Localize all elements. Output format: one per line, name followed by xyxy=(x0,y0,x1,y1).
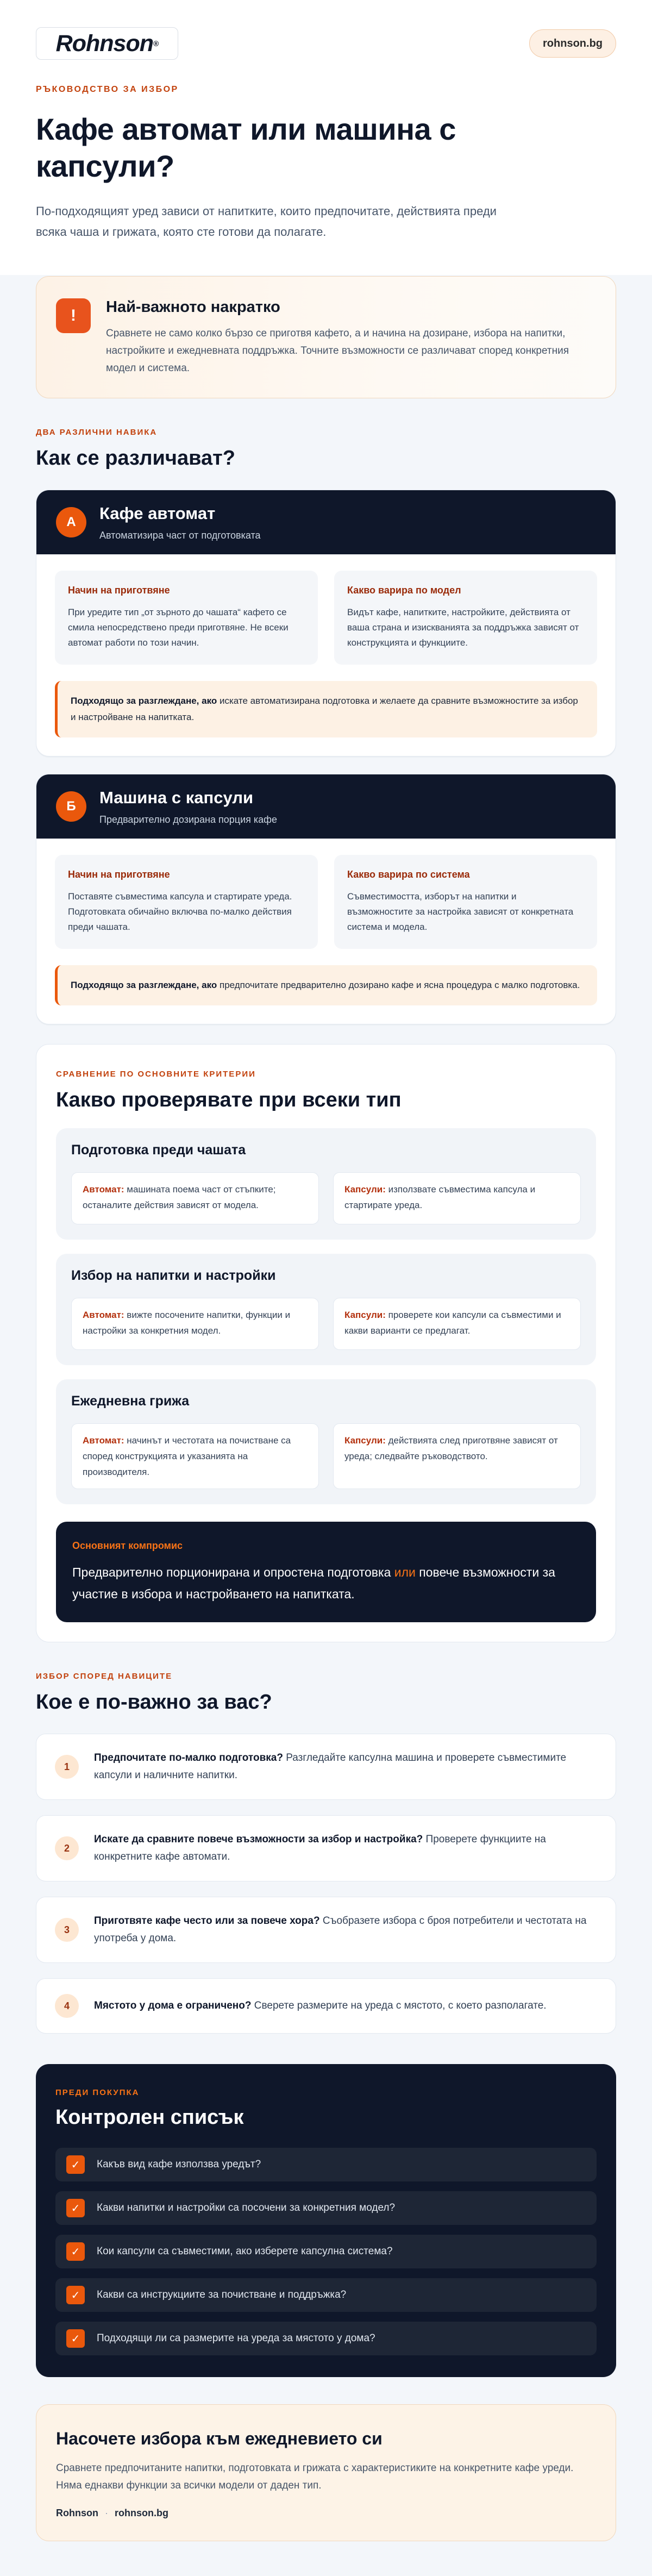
hero-eyebrow: РЪКОВОДСТВО ЗА ИЗБОР xyxy=(36,85,179,94)
choice-number: 4 xyxy=(55,1994,79,2018)
choice-item xyxy=(36,1978,616,2034)
criteria-group-title: Избор на напитки и настройки xyxy=(71,1268,276,1283)
footer-brand-name[interactable]: Rohnson xyxy=(56,2508,98,2518)
tradeoff-box xyxy=(56,1522,596,1622)
checkbox-checked-icon[interactable]: ✓ xyxy=(66,2199,85,2217)
choice-text xyxy=(94,1749,597,1784)
checklist-card xyxy=(36,2064,616,2377)
criteria-automat-box xyxy=(71,1298,319,1350)
checklist-item[interactable] xyxy=(55,2278,597,2312)
automat-label: Автомат: xyxy=(83,1435,124,1446)
footer-card xyxy=(36,2404,616,2541)
choice-number: 2 xyxy=(55,1836,79,1860)
main-content xyxy=(0,275,652,2576)
capsule-label: Капсули: xyxy=(344,1184,386,1195)
footer-title: Насочете избора към ежедневието си xyxy=(56,2429,383,2448)
page-title: Кафе автомат или машина с капсули? xyxy=(36,112,456,183)
capsule-text: проверете кои капсули са съвместими и какви варианти се предлагат. xyxy=(344,1310,561,1336)
differences-eyebrow: ДВА РАЗЛИЧНИ НАВИКА xyxy=(36,428,158,437)
choice-question: Предпочитате по-малко подготовка? xyxy=(94,1752,283,1764)
choice-item xyxy=(36,1734,616,1800)
preparation-title: Начин на приготвяне xyxy=(68,585,170,596)
criteria-card xyxy=(36,1044,616,1642)
automat-label: Автомат: xyxy=(83,1184,124,1195)
choice-question: Приготвяте кафе често или за повече хора? xyxy=(94,1915,320,1927)
variation-title: Какво варира по система xyxy=(347,869,470,880)
choice-number: 1 xyxy=(55,1755,79,1779)
preparation-text: Поставяте съвместима капсула и стартирате уреда. Подготовката обичайно включва по-малко действия преди чашата. xyxy=(68,891,292,932)
variation-box xyxy=(334,571,597,665)
fit-note-lead: Подходящо за разглеждане, ако xyxy=(71,980,217,990)
checkbox-checked-icon[interactable]: ✓ xyxy=(66,2329,85,2348)
capsule-label: Капсули: xyxy=(344,1435,386,1446)
summary-text: Сравнете не само колко бързо се приготвя кафето, а и начина на дозиране, избора на напитки, настройките и ежедневната поддръжка. Точните възможности се различават според конкретния модел и система. xyxy=(106,328,569,374)
summary-card xyxy=(36,276,616,398)
choices-eyebrow: ИЗБОР СПОРЕД НАВИЦИТЕ xyxy=(36,1672,173,1681)
choice-question: Искате да сравните повече възможности за избор и настройка? xyxy=(94,1834,423,1845)
tradeoff-text xyxy=(72,1561,580,1605)
choice-text xyxy=(94,1997,547,2015)
hero xyxy=(0,0,652,275)
checkbox-checked-icon[interactable]: ✓ xyxy=(66,2286,85,2304)
criteria-capsule-box xyxy=(333,1298,581,1350)
hero-lead: По-подходящият уред зависи от напитките, които предпочитате, действията преди всяка чаша и грижата, която сте готови да полагате. xyxy=(36,204,497,239)
criteria-automat-box xyxy=(71,1172,319,1224)
choice-number: 3 xyxy=(55,1918,79,1942)
type-card-header xyxy=(36,774,616,839)
checkbox-checked-icon[interactable]: ✓ xyxy=(66,2155,85,2174)
choice-answer: Сверете размерите на уреда с мястото, с което разполагате. xyxy=(251,2000,547,2011)
topbar xyxy=(36,27,616,60)
checklist-item[interactable] xyxy=(55,2191,597,2225)
criteria-capsule-box xyxy=(333,1423,581,1489)
fit-note-lead: Подходящо за разглеждане, ако xyxy=(71,696,217,706)
choice-question: Мястото у дома е ограничено? xyxy=(94,2000,252,2011)
type-card-header xyxy=(36,490,616,554)
fit-note-text: искате автоматизирана подготовка и желаете да сравните възможностите за избор и настройване на напитката. xyxy=(71,696,578,722)
tradeoff-after: повече възможности за участие в избора и настройването на напитката. xyxy=(72,1565,555,1601)
differences-header xyxy=(36,428,616,470)
footer-separator: · xyxy=(105,2508,108,2518)
choice-answer: Разгледайте капсулна машина и проверете съвместимите капсули и наличните напитки. xyxy=(94,1752,567,1781)
fit-note xyxy=(55,965,597,1005)
type-title: Машина с капсули xyxy=(99,787,254,807)
choice-text xyxy=(94,1912,597,1947)
checklist-item-label: Какъв вид кафе използва уредът? xyxy=(97,2159,261,2170)
preparation-box xyxy=(55,855,318,949)
capsule-text: използвате съвместима капсула и стартирате уреда. xyxy=(344,1184,536,1210)
criteria-eyebrow: СРАВНЕНИЕ ПО ОСНОВНИТЕ КРИТЕРИИ xyxy=(56,1070,256,1079)
choice-answer: Съобразете избора с броя потребители и честотата на употреба у дома. xyxy=(94,1915,587,1944)
checklist-eyebrow: ПРЕДИ ПОКУПКА xyxy=(55,2088,140,2097)
criteria-title: Какво проверявате при всеки тип xyxy=(56,1089,402,1111)
type-letter-badge: А xyxy=(56,507,86,537)
footer-brand xyxy=(56,2508,596,2519)
type-letter-badge: Б xyxy=(56,791,86,822)
choice-item xyxy=(36,1815,616,1881)
checklist-item[interactable] xyxy=(55,2235,597,2268)
brand-logo[interactable]: Rohnson ® xyxy=(36,27,178,60)
differences-title: Как се различават? xyxy=(36,447,235,470)
checklist-item-label: Кои капсули са съвместими, ако изберете капсулна система? xyxy=(97,2246,393,2257)
tradeoff-label: Основният компромис xyxy=(72,1540,183,1551)
checklist-item-label: Подходящи ли са размерите на уреда за мястото у дома? xyxy=(97,2333,375,2344)
preparation-text: При уредите тип „от зърното до чашата“ кафето се смила непосредствено преди приготвяне. Не всеки автомат работи по този начин. xyxy=(68,607,289,648)
automat-text: начинът и честотата на почистване са според конструкцията и указанията на производителя. xyxy=(83,1435,291,1477)
capsule-label: Капсули: xyxy=(344,1310,386,1320)
choice-answer: Проверете функциите на конкретните кафе автомати. xyxy=(94,1834,546,1862)
criteria-group-title: Ежедневна грижа xyxy=(71,1393,190,1409)
capsule-text: действията след приготвяне зависят от уреда; следвайте ръководството. xyxy=(344,1435,558,1461)
variation-box xyxy=(334,855,597,949)
choice-text xyxy=(94,1831,597,1866)
variation-text: Видът кафе, напитките, настройките, действията от ваша страна и изискванията за поддръжка зависят от конструкцията и функциите. xyxy=(347,607,579,648)
fit-note-text: предпочитате предварително дозирано кафе и ясна процедура с малко подготовка. xyxy=(217,980,580,990)
alert-icon: ! xyxy=(56,298,91,333)
choice-item xyxy=(36,1897,616,1963)
type-subtitle: Автоматизира част от подготовката xyxy=(99,529,261,541)
footer-domain-link[interactable]: rohnson.bg xyxy=(115,2508,168,2518)
automat-text: вижте посочените напитки, функции и настройки за конкретния модел. xyxy=(83,1310,291,1336)
criteria-group-title: Подготовка преди чашата xyxy=(71,1142,246,1158)
criteria-capsule-box xyxy=(333,1172,581,1224)
checklist-item-label: Какви напитки и настройки са посочени за конкретния модел? xyxy=(97,2202,396,2214)
checklist-item[interactable] xyxy=(55,2322,597,2355)
automat-label: Автомат: xyxy=(83,1310,124,1320)
footer-text: Сравнете предпочитаните напитки, подготовката и грижата с характеристиките на конкретните кафе уреди. Няма еднакви функции за всички модели от даден тип. xyxy=(56,2462,574,2491)
domain-pill[interactable]: rohnson.bg xyxy=(529,29,616,58)
summary-title: Най-важното накратко xyxy=(106,298,280,316)
checkbox-checked-icon[interactable]: ✓ xyxy=(66,2242,85,2261)
preparation-title: Начин на приготвяне xyxy=(68,869,170,880)
checklist-item-label: Какви са инструкциите за почистване и поддръжка? xyxy=(97,2289,347,2300)
choices-header xyxy=(36,1672,616,1714)
type-subtitle: Предварително дозирана порция кафе xyxy=(99,814,277,825)
checklist-item[interactable] xyxy=(55,2148,597,2181)
variation-title: Какво варира по модел xyxy=(347,585,461,596)
type-card-capsule-machine xyxy=(36,774,616,1024)
fit-note xyxy=(55,681,597,737)
checklist-title: Контролен списък xyxy=(55,2106,244,2129)
choices-title: Кое е по-важно за вас? xyxy=(36,1691,272,1714)
tradeoff-before: Предварително порционирана и опростена подготовка xyxy=(72,1565,394,1579)
criteria-automat-box xyxy=(71,1423,319,1489)
variation-text: Съвместимостта, изборът на напитки и възможностите за настройка зависят от конкретната система и модела. xyxy=(347,891,574,932)
type-title: Кафе автомат xyxy=(99,503,216,523)
criteria-group xyxy=(56,1254,596,1365)
criteria-group xyxy=(56,1379,596,1504)
tradeoff-or: или xyxy=(394,1565,416,1579)
preparation-box xyxy=(55,571,318,665)
automat-text: машината поема част от стъпките; останалите действия зависят от модела. xyxy=(83,1184,276,1210)
type-card-coffee-machine xyxy=(36,490,616,756)
criteria-group xyxy=(56,1128,596,1240)
